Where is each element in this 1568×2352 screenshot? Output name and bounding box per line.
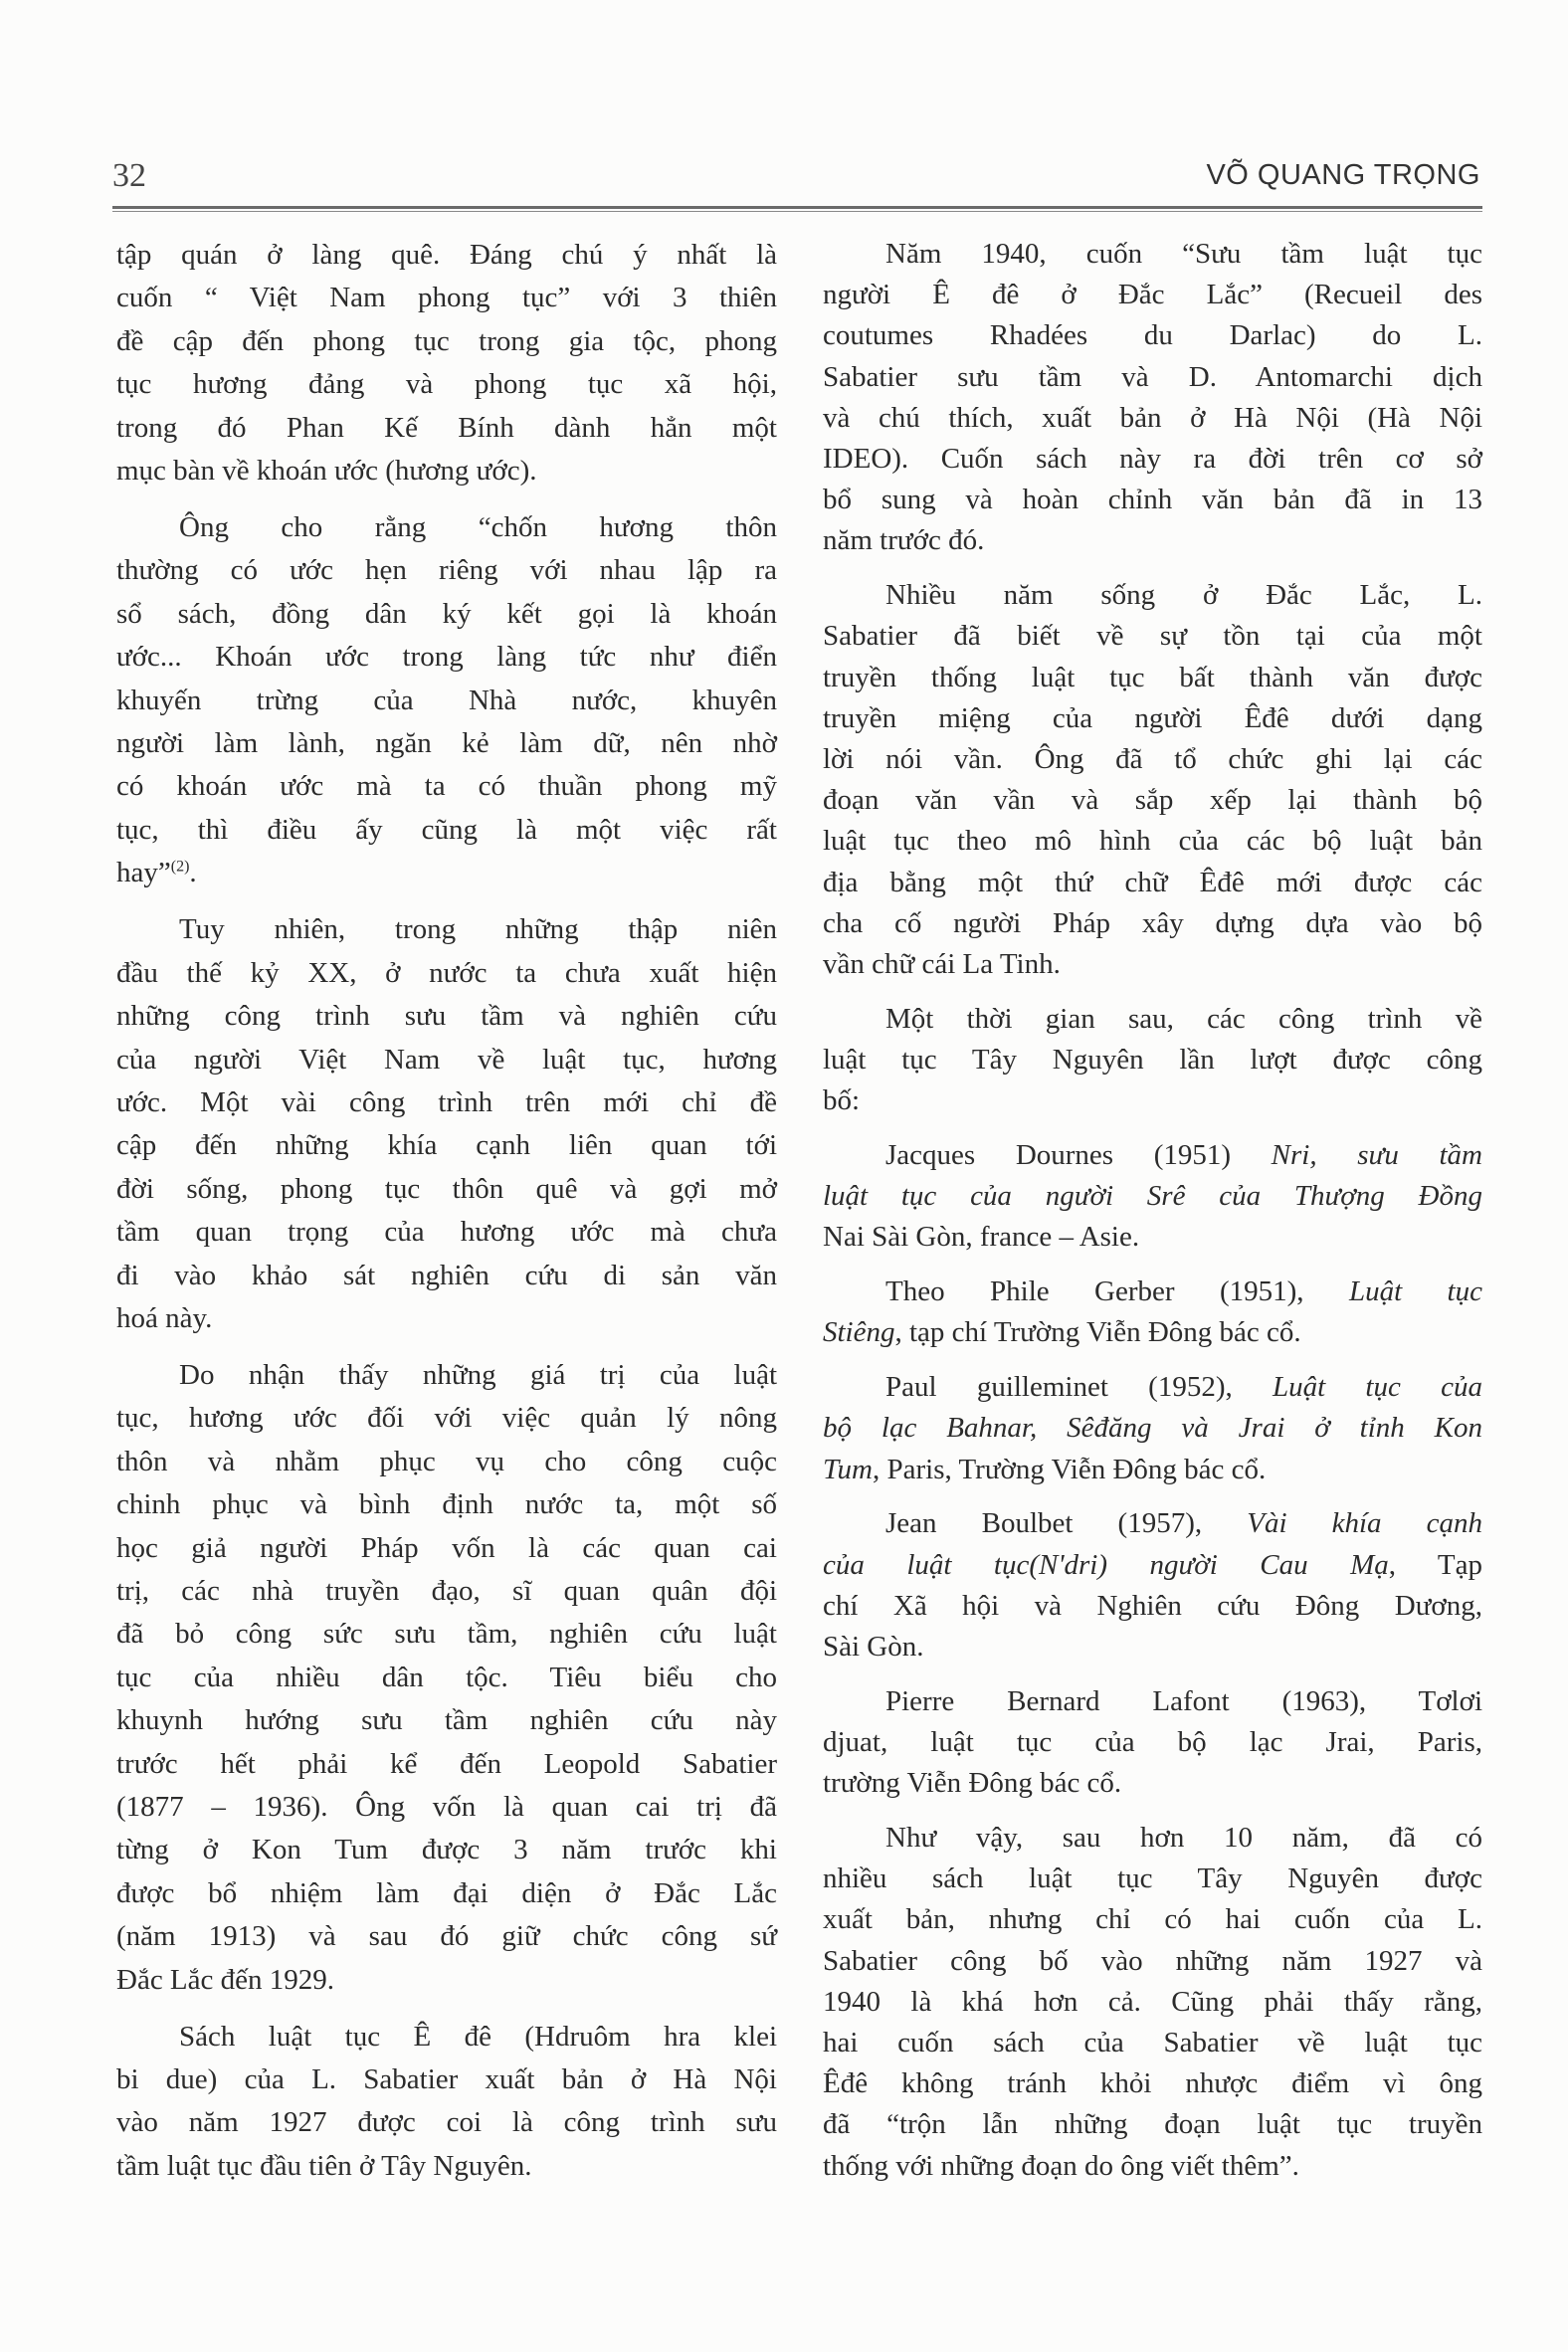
- paragraph: [116, 234, 777, 492]
- text-line: [116, 593, 777, 636]
- text-line: [823, 2146, 1482, 2187]
- text-line: [116, 549, 777, 592]
- paragraph: [116, 908, 777, 1340]
- text-run: Như vậy, sau hơn 10 năm, đã có: [885, 1822, 1482, 1855]
- text-run: tục, thì điều ấy cũng là một việc rất: [116, 813, 777, 846]
- text-line: [116, 363, 777, 406]
- footnote-ref: (2): [170, 858, 190, 876]
- text-run: trong đó Phan Kế Bính dành hẳn một: [116, 411, 777, 444]
- paragraph: [823, 1272, 1482, 1353]
- text-line: [116, 809, 777, 852]
- text-run: Êđê không tránh khỏi nhược điểm vì ông: [823, 2067, 1482, 2100]
- text-line: [823, 1450, 1482, 1490]
- text-run: trị, các nhà truyền đạo, sĩ quan quân đội: [116, 1574, 777, 1607]
- text-line: [116, 1872, 777, 1915]
- text-line: [116, 450, 777, 492]
- text-run: trường Viễn Đông bác cổ.: [823, 1767, 1122, 1800]
- text-line: [116, 320, 777, 363]
- text-run: djuat, luật tục của bộ lạc Jrai, Paris,: [823, 1726, 1482, 1759]
- text-line: [116, 506, 777, 549]
- paragraph: [823, 234, 1482, 562]
- text-line: [823, 575, 1482, 616]
- text-run: vào năm 1927 được coi là công trình sưu: [116, 2106, 777, 2139]
- text-run: tập quán ở làng quê. Đáng chú ý nhất là: [116, 239, 777, 271]
- text-run: người làm lành, ngăn kẻ làm dữ, nên nhờ: [116, 727, 777, 760]
- text-line: [116, 1786, 777, 1829]
- text-run: Nai Sài Gòn, france – Asie.: [823, 1221, 1140, 1254]
- text-line: [823, 1367, 1482, 1408]
- text-line: [823, 1408, 1482, 1449]
- text-line: [823, 1941, 1482, 1982]
- text-run: cập đến những khía cạnh liên quan tới: [116, 1129, 777, 1162]
- text-run: luật tục theo mô hình của các bộ luật bản: [823, 825, 1482, 858]
- text-line: [823, 1312, 1482, 1353]
- text-line: [823, 2104, 1482, 2145]
- text-line: [116, 1124, 777, 1167]
- text-run: ước. Một vài công trình trên mới chỉ đề: [116, 1085, 777, 1118]
- text-run: những công trình sưu tầm và nghiên cứu: [116, 1000, 777, 1033]
- text-line: [116, 1699, 777, 1742]
- text-line: [116, 995, 777, 1038]
- paragraph: [823, 1367, 1482, 1490]
- text-run: đã “trộn lẫn những đoạn luật tục truyền: [823, 2108, 1482, 2141]
- text-run: đã bỏ công sức sưu tầm, nghiên cứu luật: [116, 1618, 777, 1651]
- text-line: [116, 1297, 777, 1340]
- text-run: đề cập đến phong tục trong gia tộc, phong: [116, 324, 777, 357]
- italic-title: Luật tục: [1348, 1275, 1482, 1308]
- header-rule-thin: [112, 211, 1482, 212]
- text-run: địa bằng một thứ chữ Êđê mới được các: [823, 866, 1482, 898]
- text-line: [116, 636, 777, 679]
- text-line: [823, 821, 1482, 862]
- text-run: ước... Khoán ước trong làng tức như điển: [116, 641, 777, 674]
- text-line: [823, 658, 1482, 698]
- text-run: trước hết phải kể đến Leopold Sabatier: [116, 1747, 777, 1780]
- italic-title: bộ lạc Bahnar, Sêđăng và Jrai ở tỉnh Kon: [823, 1412, 1482, 1445]
- text-line: [823, 1503, 1482, 1544]
- text-line: [116, 1657, 777, 1699]
- text-line: [116, 908, 777, 951]
- text-run: Nhiều năm sống ở Đắc Lắc, L.: [885, 579, 1482, 612]
- text-run: hai cuốn sách của Sabatier về luật tục: [823, 2027, 1482, 2059]
- text-run: Ông cho rằng “chốn hương thôn: [179, 511, 777, 544]
- text-run: luật tục Tây Nguyên lần lượt được công: [823, 1044, 1482, 1077]
- text-line: [116, 1441, 777, 1483]
- text-run: thường có ước hẹn riêng với nhau lập ra: [116, 554, 777, 587]
- text-line: [823, 1080, 1482, 1121]
- text-run: thống với những đoạn do ông viết thêm”.: [823, 2149, 1299, 2182]
- text-run: coutumes Rhadées du Darlac) do L.: [823, 319, 1482, 352]
- text-line: [823, 999, 1482, 1040]
- text-line: [823, 1040, 1482, 1080]
- text-line: [116, 722, 777, 765]
- text-line: [823, 1217, 1482, 1258]
- text-run: hoá này.: [116, 1301, 213, 1334]
- text-run: Sabatier công bố vào những năm 1927 và: [823, 1944, 1482, 1977]
- text-line: [823, 739, 1482, 780]
- text-line: [116, 852, 777, 894]
- text-run: IDEO). Cuốn sách này ra đời trên cơ sở: [823, 443, 1482, 476]
- text-run: truyền thống luật tục bất thành văn được: [823, 661, 1482, 693]
- text-run: người Ê đê ở Đắc Lắc” (Recueil des: [823, 279, 1482, 311]
- text-run: Pierre Bernard Lafont (1963), Tơlơi: [885, 1684, 1482, 1717]
- text-line: [823, 439, 1482, 480]
- text-run: học giả người Pháp vốn là các quan cai: [116, 1531, 777, 1564]
- text-run: xuất bản, nhưng chỉ có hai cuốn của L.: [823, 1903, 1482, 1936]
- text-line: [823, 1627, 1482, 1667]
- italic-title: của luật tục(N'dri) người Cau Mạ: [823, 1548, 1389, 1581]
- text-run: 1940 là khá hơn cả. Cũng phải thấy rằng,: [823, 1985, 1482, 2018]
- text-line: [116, 1527, 777, 1570]
- text-run: đi vào khảo sát nghiên cứu di sản văn: [116, 1259, 777, 1291]
- text-run: Tuy nhiên, trong những thập niên: [179, 913, 777, 946]
- text-run: vần chữ cái La Tinh.: [823, 948, 1061, 981]
- text-line: [823, 1681, 1482, 1722]
- text-line: [823, 616, 1482, 657]
- text-run: tầm luật tục đầu tiên ở Tây Nguyên.: [116, 2149, 532, 2182]
- text-line: [116, 1613, 777, 1656]
- text-line: [116, 1483, 777, 1526]
- left-column: [116, 234, 777, 2202]
- text-line: [823, 1545, 1482, 1586]
- text-run: Sách luật tục Ê đê (Hdruôm hra klei: [179, 2020, 777, 2053]
- text-run: tầm quan trọng của hương ước mà chưa: [116, 1216, 777, 1249]
- text-run: bố:: [823, 1084, 861, 1117]
- text-line: [823, 1899, 1482, 1940]
- text-line: [823, 903, 1482, 944]
- text-run: chinh phục và bình định nước ta, một số: [116, 1488, 777, 1521]
- text-line: [823, 1763, 1482, 1804]
- italic-title: Stiêng: [823, 1316, 895, 1349]
- text-line: [116, 680, 777, 722]
- text-line: [823, 275, 1482, 315]
- text-run: , Tạp: [1388, 1548, 1482, 1581]
- text-line: [116, 2101, 777, 2144]
- text-line: [116, 407, 777, 450]
- text-run: (1877 – 1936). Ông vốn là quan cai trị đã: [116, 1791, 777, 1823]
- paragraph: [116, 2016, 777, 2189]
- text-run: Jacques Dournes (1951): [885, 1139, 1272, 1172]
- text-run: khuyến trừng của Nhà nước, khuyên: [116, 684, 777, 716]
- text-line: [823, 1586, 1482, 1627]
- text-run: Theo Phile Gerber (1951),: [885, 1275, 1349, 1308]
- header-rule: [112, 206, 1482, 209]
- text-line: [116, 1168, 777, 1211]
- text-line: [823, 780, 1482, 821]
- paragraph: [823, 1135, 1482, 1259]
- text-line: [823, 698, 1482, 739]
- text-line: [823, 944, 1482, 985]
- text-run: mục bàn về khoán ước (hương ước).: [116, 455, 537, 488]
- text-line: [823, 1722, 1482, 1763]
- italic-title: Nri, sưu tầm: [1271, 1139, 1482, 1172]
- paragraph: [823, 1681, 1482, 1805]
- text-line: [823, 1272, 1482, 1312]
- paragraph: [823, 999, 1482, 1122]
- text-line: [116, 2145, 777, 2188]
- text-line: [823, 480, 1482, 520]
- text-line: [823, 357, 1482, 398]
- text-run: , tạp chí Trường Viễn Đông bác cổ.: [894, 1316, 1301, 1349]
- text-run: chí Xã hội và Nghiên cứu Đông Dương,: [823, 1589, 1482, 1622]
- text-run: đoạn văn vần và sắp xếp lại thành bộ: [823, 784, 1482, 817]
- text-run: truyền miệng của người Êđê dưới dạng: [823, 701, 1482, 734]
- text-line: [116, 1081, 777, 1124]
- italic-title: Luật tục của: [1272, 1371, 1482, 1404]
- text-run: tục hương đảng và phong tục xã hội,: [116, 368, 777, 401]
- text-run: .: [189, 857, 197, 889]
- text-run: năm trước đó.: [823, 524, 985, 557]
- text-run: Paul guilleminet (1952),: [885, 1371, 1273, 1404]
- paragraph: [823, 1818, 1482, 2187]
- text-run: của người Việt Nam về luật tục, hương: [116, 1043, 777, 1076]
- text-run: từng ở Kon Tum được 3 năm trước khi: [116, 1834, 777, 1866]
- text-line: [116, 2016, 777, 2058]
- text-line: [116, 2058, 777, 2101]
- text-run: cuốn “ Việt Nam phong tục” với 3 thiên: [116, 282, 777, 314]
- text-line: [116, 1397, 777, 1440]
- text-run: Jean Boulbet (1957),: [885, 1507, 1248, 1540]
- text-run: được bổ nhiệm làm đại diện ở Đắc Lắc: [116, 1876, 777, 1909]
- text-run: cha cố người Pháp xây dựng dựa vào bộ: [823, 906, 1482, 939]
- text-run: Năm 1940, cuốn “Sưu tầm luật tục: [885, 238, 1482, 270]
- right-column: [823, 234, 1482, 2200]
- text-run: Sabatier đã biết về sự tồn tại của một: [823, 620, 1482, 653]
- text-run: sổ sách, đồng dân ký kết gọi là khoán: [116, 597, 777, 630]
- text-line: [823, 234, 1482, 275]
- text-run: đời sống, phong tục thôn quê và gợi mở: [116, 1172, 777, 1205]
- running-header-author: VÕ QUANG TRỌNG: [1206, 159, 1480, 191]
- text-line: [116, 234, 777, 277]
- text-line: [116, 1211, 777, 1254]
- paragraph: [116, 1354, 777, 2002]
- text-run: thôn và nhằm phục vụ cho công cuộc: [116, 1445, 777, 1477]
- text-line: [116, 952, 777, 995]
- text-line: [823, 398, 1482, 439]
- text-run: tục, hương ước đối với việc quản lý nông: [116, 1402, 777, 1435]
- text-run: đầu thế kỷ XX, ở nước ta chưa xuất hiện: [116, 956, 777, 989]
- text-run: bi due) của L. Sabatier xuất bản ở Hà Nội: [116, 2063, 777, 2096]
- text-line: [823, 1982, 1482, 2023]
- text-line: [116, 277, 777, 319]
- text-line: [823, 520, 1482, 561]
- text-run: hay”: [116, 857, 171, 889]
- text-run: Một thời gian sau, các công trình về: [885, 1002, 1482, 1035]
- italic-title: Tum: [823, 1453, 873, 1485]
- text-line: [116, 1915, 777, 1958]
- italic-title: luật tục của người Srê của Thượng Đồng: [823, 1180, 1482, 1213]
- text-line: [823, 1818, 1482, 1859]
- text-line: [116, 765, 777, 808]
- paragraph: [116, 506, 777, 895]
- text-line: [823, 315, 1482, 356]
- text-run: Sabatier sưu tầm và D. Antomarchi dịch: [823, 360, 1482, 393]
- text-line: [823, 2063, 1482, 2104]
- text-line: [823, 2023, 1482, 2063]
- text-run: tục của nhiều dân tộc. Tiêu biểu cho: [116, 1661, 777, 1693]
- text-run: có khoán ước mà ta có thuần phong mỹ: [116, 770, 777, 803]
- italic-title: Vài khía cạnh: [1247, 1507, 1483, 1540]
- paragraph: [823, 1503, 1482, 1667]
- page-number: 32: [112, 157, 146, 194]
- paragraph: [823, 575, 1482, 985]
- text-run: Do nhận thấy những giá trị của luật: [179, 1358, 777, 1391]
- text-line: [116, 1829, 777, 1871]
- text-line: [116, 1354, 777, 1397]
- text-line: [116, 1255, 777, 1297]
- text-run: bổ sung và hoàn chỉnh văn bản đã in 13: [823, 484, 1482, 516]
- text-line: [823, 1176, 1482, 1217]
- text-run: , Paris, Trường Viễn Đông bác cổ.: [872, 1453, 1267, 1485]
- text-run: (năm 1913) và sau đó giữ chức công sứ: [116, 1920, 777, 1953]
- text-line: [116, 1959, 777, 2002]
- text-run: nhiều sách luật tục Tây Nguyên được: [823, 1862, 1482, 1895]
- text-line: [116, 1039, 777, 1081]
- text-line: [823, 1135, 1482, 1176]
- text-line: [116, 1743, 777, 1786]
- text-line: [823, 1859, 1482, 1899]
- text-run: lời nói vần. Ông đã tổ chức ghi lại các: [823, 743, 1482, 776]
- text-line: [116, 1570, 777, 1613]
- text-run: và chú thích, xuất bản ở Hà Nội (Hà Nội: [823, 401, 1482, 434]
- text-run: Sài Gòn.: [823, 1631, 924, 1664]
- text-run: Đắc Lắc đến 1929.: [116, 1963, 335, 1996]
- text-run: khuynh hướng sưu tầm nghiên cứu này: [116, 1704, 777, 1737]
- text-line: [823, 863, 1482, 903]
